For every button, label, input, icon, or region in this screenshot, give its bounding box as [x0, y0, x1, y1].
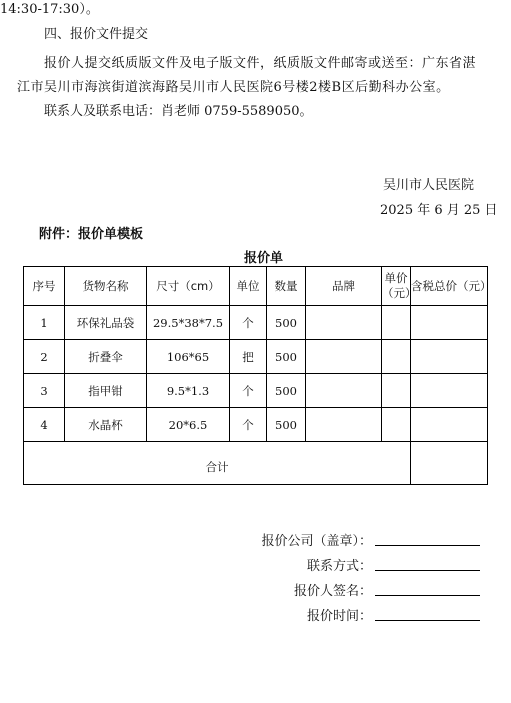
- cell-total: [411, 306, 488, 340]
- cell-total: [411, 340, 488, 374]
- cell-name: 折叠伞: [65, 340, 147, 374]
- cell-total: [411, 408, 488, 442]
- cell-brand: [306, 340, 382, 374]
- table-title: 报价单: [244, 251, 284, 266]
- contact-line: 联系人及联系电话：肖老师 0759-5589050。: [44, 104, 313, 119]
- cell-no: 3: [24, 374, 65, 408]
- cell-name: 水晶杯: [65, 408, 147, 442]
- quote-table: [23, 266, 492, 485]
- sign-contact-line[interactable]: [375, 557, 480, 571]
- intro-line0: 14:30-17:30）。: [0, 2, 99, 17]
- table-row: [24, 408, 488, 442]
- cell-qty: 500: [267, 408, 306, 442]
- sign-name-line[interactable]: [375, 582, 480, 596]
- cell-price: [382, 306, 411, 340]
- cell-total: [411, 374, 488, 408]
- signature-org: 吴川市人民医院: [383, 178, 475, 193]
- header-name: 货物名称: [65, 267, 147, 306]
- cell-brand: [306, 306, 382, 340]
- sign-company-label: 报价公司（盖章）：: [261, 534, 372, 549]
- sign-contact-label: 联系方式：: [306, 559, 372, 574]
- attachment-title: 附件：报价单模板: [39, 227, 144, 242]
- header-size: 尺寸（cm）: [147, 267, 230, 306]
- cell-no: 4: [24, 408, 65, 442]
- cell-no: 2: [24, 340, 65, 374]
- sign-name-label: 报价人签名：: [293, 584, 372, 599]
- cell-qty: 500: [267, 306, 306, 340]
- sign-company-line[interactable]: [375, 532, 480, 546]
- cell-brand: [306, 374, 382, 408]
- header-brand: 品牌: [306, 267, 382, 306]
- cell-size: 29.5*38*7.5: [147, 306, 230, 340]
- header-total: 含税总价（元）: [411, 267, 488, 306]
- cell-unit: 把: [230, 340, 267, 374]
- cell-unit: 个: [230, 374, 267, 408]
- total-label: 合计: [24, 442, 411, 485]
- para1-line2: 江市吴川市海滨街道滨海路吴川市人民医院6号楼2楼B区后勤科办公室。: [17, 80, 450, 95]
- cell-qty: 500: [267, 340, 306, 374]
- cell-name: 指甲钳: [65, 374, 147, 408]
- cell-price: [382, 374, 411, 408]
- cell-unit: 个: [230, 408, 267, 442]
- table-row: [24, 340, 488, 374]
- table-row: [24, 374, 488, 408]
- header-qty: 数量: [267, 267, 306, 306]
- sign-time-line[interactable]: [375, 607, 480, 621]
- header-no: 序号: [24, 267, 65, 306]
- total-value: [411, 442, 488, 485]
- cell-no: 1: [24, 306, 65, 340]
- cell-unit: 个: [230, 306, 267, 340]
- table-row: [24, 306, 488, 340]
- header-price: 单价（元）: [382, 267, 411, 306]
- para1-line1: 报价人提交纸质版文件及电子版文件，纸质版文件邮寄或送至：广东省湛: [44, 56, 477, 71]
- cell-size: 106*65: [147, 340, 230, 374]
- cell-name: 环保礼品袋: [65, 306, 147, 340]
- cell-size: 9.5*1.3: [147, 374, 230, 408]
- cell-brand: [306, 408, 382, 442]
- cell-size: 20*6.5: [147, 408, 230, 442]
- cell-qty: 500: [267, 374, 306, 408]
- table-header-row: [24, 267, 488, 306]
- header-unit: 单位: [230, 267, 267, 306]
- section-heading: 四、报价文件提交: [44, 27, 149, 42]
- cell-price: [382, 340, 411, 374]
- sign-time-label: 报价时间：: [306, 609, 372, 624]
- cell-price: [382, 408, 411, 442]
- signature-date: 2025 年 6 月 25 日: [380, 203, 498, 218]
- table-total-row: [24, 442, 488, 485]
